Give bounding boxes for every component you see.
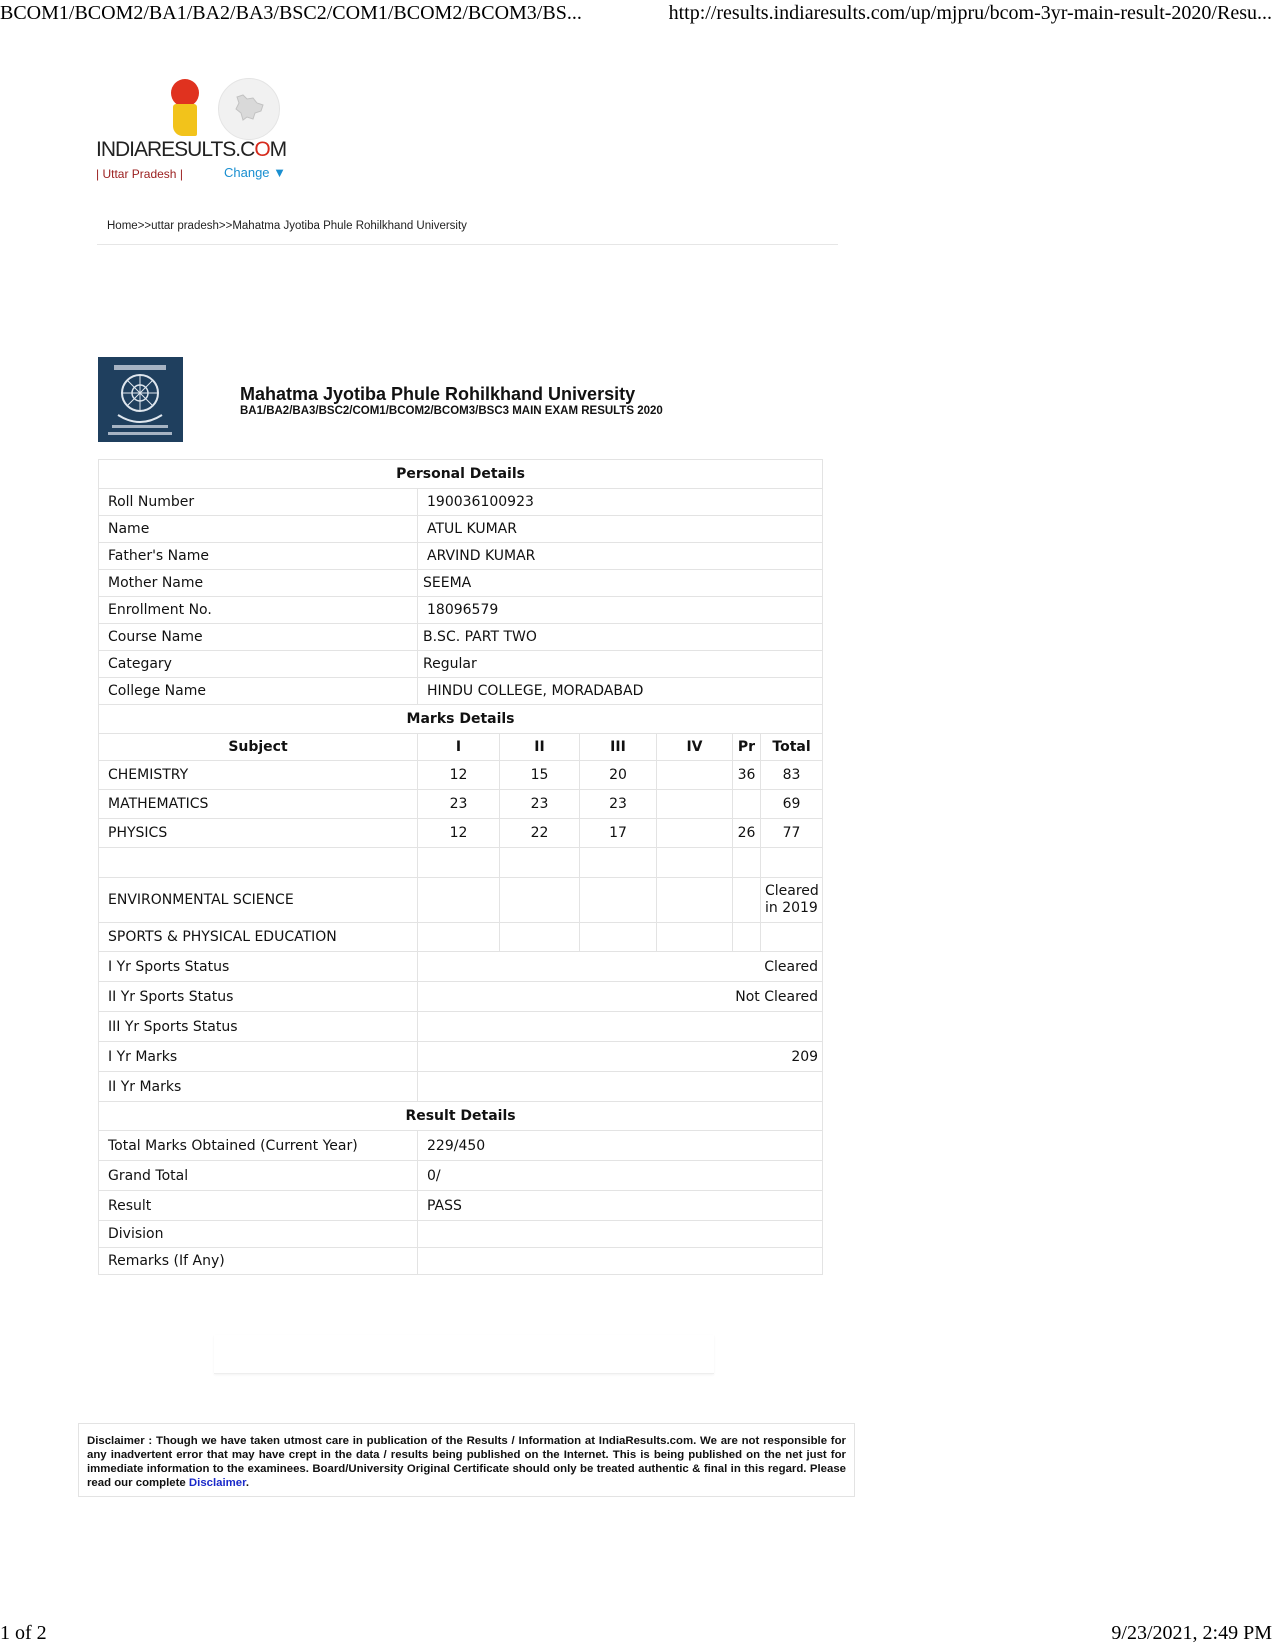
ad-placeholder <box>214 1335 714 1374</box>
breadcrumb-home[interactable]: Home <box>107 220 138 232</box>
env-science-label: ENVIRONMENTAL SCIENCE <box>99 878 418 923</box>
col-practical: Pr <box>733 734 761 761</box>
col-paper-4: IV <box>657 734 733 761</box>
status-value: Not Cleared <box>418 982 823 1012</box>
sports-edu-label: SPORTS & PHYSICAL EDUCATION <box>99 923 418 952</box>
mother-name-value: SEEMA <box>418 570 823 597</box>
result-value: PASS <box>418 1191 823 1221</box>
mark-ii: 23 <box>500 790 580 819</box>
table-row <box>99 570 823 597</box>
grand-total-label: Grand Total <box>99 1161 418 1191</box>
table-row <box>99 982 823 1012</box>
disclaimer-text: Disclaimer : Though we have taken utmost care in publication of the Results / Information at IndiaResults.com. We are not responsible for any inadvertent error that may have crept in the data / results being published on the Internet. This is being published on the net just for immediate information to the examinees. Board/University Original Certificate should only be treated authentic & final in this regard. Please read our complete Disclaimer. <box>87 1435 846 1489</box>
mark-iii: 23 <box>580 790 657 819</box>
subject-name: CHEMISTRY <box>99 761 418 790</box>
print-footer <box>0 1622 1275 1648</box>
status-value <box>418 1012 823 1042</box>
status-value: 209 <box>418 1042 823 1072</box>
mark-pr <box>733 790 761 819</box>
roll-number-value: 190036100923 <box>418 489 823 516</box>
table-row <box>99 678 823 705</box>
state-label: | Uttar Pradesh | <box>96 167 183 181</box>
division-value <box>418 1221 823 1248</box>
table-row <box>99 1131 823 1161</box>
col-subject: Subject <box>99 734 418 761</box>
table-row <box>99 624 823 651</box>
total-marks-label: Total Marks Obtained (Current Year) <box>99 1131 418 1161</box>
university-emblem-icon <box>98 357 183 442</box>
breadcrumb <box>107 220 467 232</box>
enrollment-label: Enrollment No. <box>99 597 418 624</box>
table-row <box>99 1042 823 1072</box>
print-datetime: 9/23/2021, 2:49 PM <box>1111 1622 1272 1644</box>
status-label: II Yr Marks <box>99 1072 418 1102</box>
mark-iii: 17 <box>580 819 657 848</box>
brand-name: INDIARESULTS.COM <box>96 138 287 161</box>
mark-iv <box>657 761 733 790</box>
division-label: Division <box>99 1221 418 1248</box>
indiaresults-logo[interactable] <box>96 78 286 164</box>
print-header <box>0 0 1275 30</box>
name-label: Name <box>99 516 418 543</box>
mark-iv <box>657 819 733 848</box>
remarks-label: Remarks (If Any) <box>99 1248 418 1275</box>
status-label: II Yr Sports Status <box>99 982 418 1012</box>
change-state-link[interactable]: Change ▼ <box>224 165 287 180</box>
college-label: College Name <box>99 678 418 705</box>
university-name: Mahatma Jyotiba Phule Rohilkhand University <box>240 384 636 404</box>
col-paper-3: III <box>580 734 657 761</box>
col-paper-2: II <box>500 734 580 761</box>
marks-header-row <box>99 734 823 761</box>
table-row <box>99 543 823 570</box>
table-row <box>99 1221 823 1248</box>
mark-i: 12 <box>418 761 500 790</box>
breadcrumb-separator: >> <box>218 220 233 232</box>
col-paper-1: I <box>418 734 500 761</box>
sports-edu-row <box>99 923 823 952</box>
mark-iv <box>657 790 733 819</box>
breadcrumb-state[interactable]: uttar pradesh <box>151 220 219 232</box>
mother-name-label: Mother Name <box>99 570 418 597</box>
env-science-status: Cleared in 2019 <box>761 878 823 923</box>
mascot-head-icon <box>171 79 199 107</box>
mark-i: 12 <box>418 819 500 848</box>
remarks-value <box>418 1248 823 1275</box>
table-row <box>99 1072 823 1102</box>
mark-iii: 20 <box>580 761 657 790</box>
print-page-title: BCOM1/BCOM2/BA1/BA2/BA3/BSC2/COM1/BCOM2/BCOM3/BS... <box>0 2 582 24</box>
col-total: Total <box>761 734 823 761</box>
result-table <box>98 459 823 1275</box>
roll-number-label: Roll Number <box>99 489 418 516</box>
subject-name: PHYSICS <box>99 819 418 848</box>
father-name-value: ARVIND KUMAR <box>418 543 823 570</box>
table-row <box>99 1161 823 1191</box>
table-row <box>99 1248 823 1275</box>
mark-ii: 15 <box>500 761 580 790</box>
subject-row <box>99 761 823 790</box>
table-row <box>99 597 823 624</box>
category-value: Regular <box>418 651 823 678</box>
page-number: 1 of 2 <box>0 1622 47 1644</box>
name-value: ATUL KUMAR <box>418 516 823 543</box>
mark-i: 23 <box>418 790 500 819</box>
result-label: Result <box>99 1191 418 1221</box>
exam-title: BA1/BA2/BA3/BSC2/COM1/BCOM2/BCOM3/BSC3 MAIN EXAM RESULTS 2020 <box>240 405 663 417</box>
status-value <box>418 1072 823 1102</box>
table-row <box>99 516 823 543</box>
disclaimer-link[interactable]: Disclaimer <box>188 1477 246 1489</box>
enrollment-value: 18096579 <box>418 597 823 624</box>
marks-details-heading: Marks Details <box>99 705 823 734</box>
status-value: Cleared <box>418 952 823 982</box>
mark-total: 83 <box>761 761 823 790</box>
mark-total: 69 <box>761 790 823 819</box>
breadcrumb-separator: >> <box>137 220 152 232</box>
breadcrumb-divider <box>97 244 838 245</box>
total-marks-value: 229/450 <box>418 1131 823 1161</box>
course-value: B.SC. PART TWO <box>418 624 823 651</box>
print-page-url: http://results.indiaresults.com/up/mjpru/bcom-3yr-main-result-2020/Resu... <box>668 2 1272 24</box>
mark-ii: 22 <box>500 819 580 848</box>
mark-pr: 26 <box>733 819 761 848</box>
grand-total-value: 0/ <box>418 1161 823 1191</box>
status-label: I Yr Marks <box>99 1042 418 1072</box>
table-row <box>99 651 823 678</box>
subject-row <box>99 819 823 848</box>
course-label: Course Name <box>99 624 418 651</box>
table-row <box>99 489 823 516</box>
subject-row <box>99 790 823 819</box>
env-science-row <box>99 878 823 923</box>
table-row <box>99 952 823 982</box>
mascot-body-icon <box>173 104 197 136</box>
empty-row <box>99 848 823 878</box>
father-name-label: Father's Name <box>99 543 418 570</box>
status-label: III Yr Sports Status <box>99 1012 418 1042</box>
table-row <box>99 1191 823 1221</box>
status-label: I Yr Sports Status <box>99 952 418 982</box>
result-table-container <box>98 459 822 1275</box>
mark-total: 77 <box>761 819 823 848</box>
result-details-heading: Result Details <box>99 1102 823 1131</box>
disclaimer-box <box>78 1423 855 1497</box>
college-value: HINDU COLLEGE, MORADABAD <box>418 678 823 705</box>
uttar-pradesh-map-icon <box>218 78 280 140</box>
personal-details-heading: Personal Details <box>99 460 823 489</box>
mark-pr: 36 <box>733 761 761 790</box>
table-row <box>99 1012 823 1042</box>
breadcrumb-university[interactable]: Mahatma Jyotiba Phule Rohilkhand University <box>232 220 467 232</box>
subject-name: MATHEMATICS <box>99 790 418 819</box>
category-label: Categary <box>99 651 418 678</box>
